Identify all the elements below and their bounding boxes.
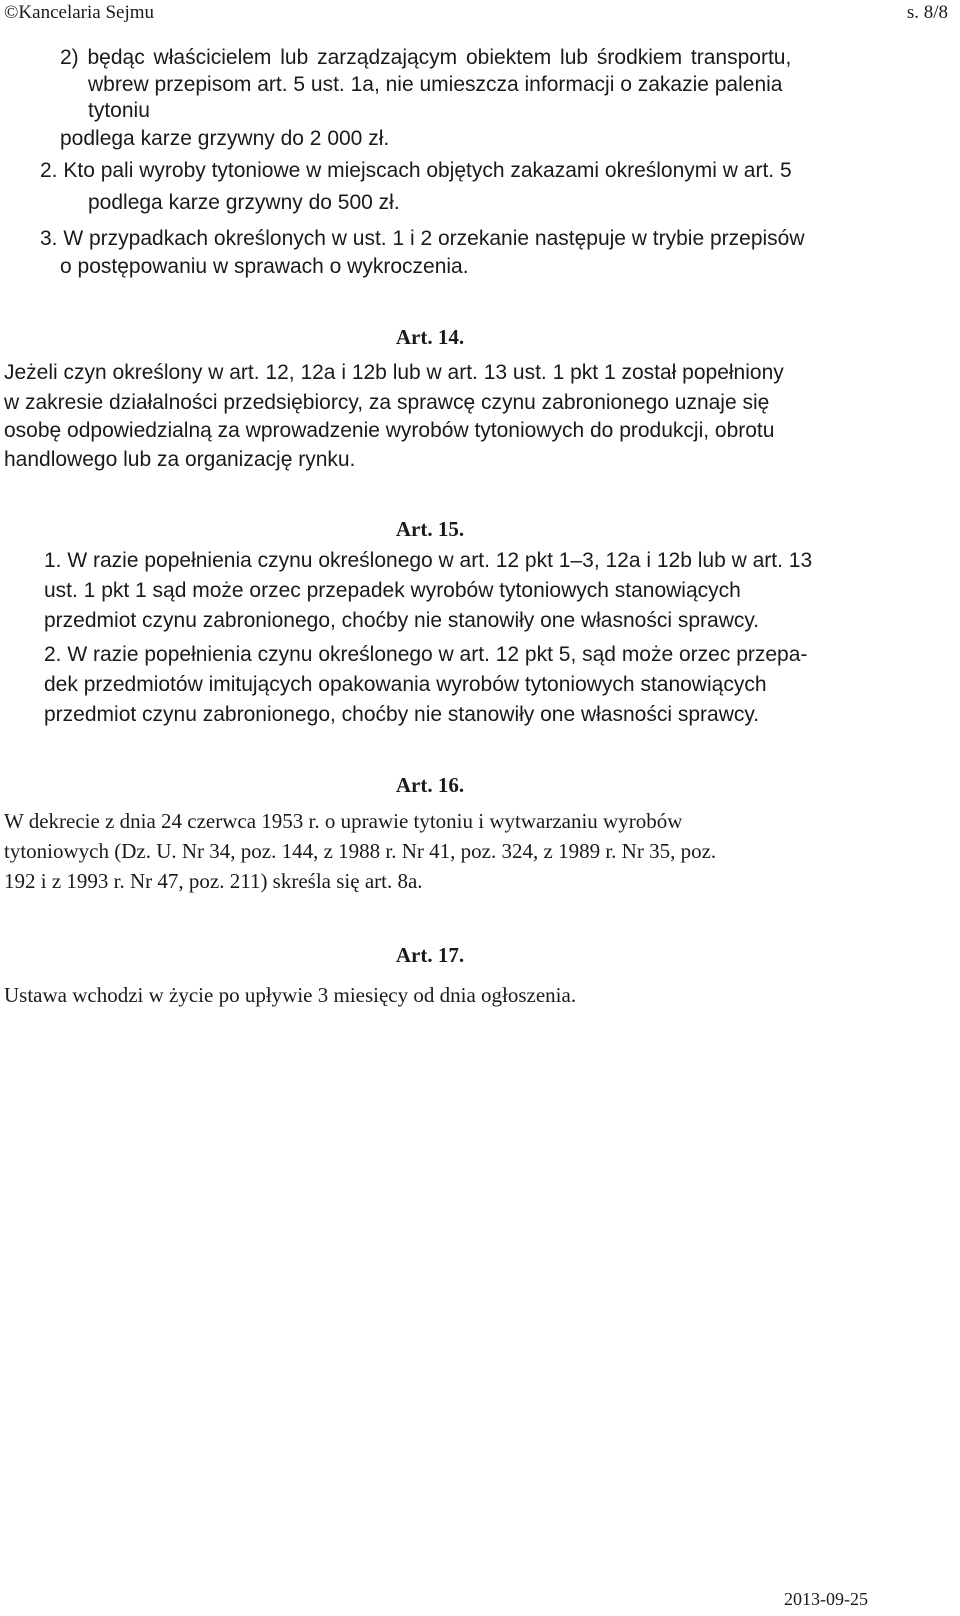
penalty-1: podlega karze grzywny do 2 000 zł. <box>60 127 390 150</box>
item-2-line-1: 2) będąc właścicielem lub zarządzającym obiektem lub środkiem transportu, <box>60 46 792 69</box>
item-2-line-3: tytoniu <box>88 99 150 122</box>
paragraph-3-line-1: 3. W przypadkach określonych w ust. 1 i 2 orzekanie następuje w trybie przepisów <box>40 227 805 250</box>
art-17-text: Ustawa wchodzi w życie po upływie 3 miesięcy od dnia ogłoszenia. <box>4 983 577 1007</box>
footer-date: 2013-09-25 <box>784 1589 868 1609</box>
paragraph-3-line-2: o postępowaniu w sprawach o wykroczenia. <box>60 255 469 278</box>
art-15-par-1-line-3: przedmiot czynu zabronionego, choćby nie stanowiły one własności sprawcy. <box>44 609 760 632</box>
art-14-heading: Art. 14. <box>395 325 465 349</box>
art-16-line-1: W dekrecie z dnia 24 czerwca 1953 r. o uprawie tytoniu i wytwarzaniu wyrobów <box>4 809 683 833</box>
art-16-line-2: tytoniowych (Dz. U. Nr 34, poz. 144, z 1988 r. Nr 41, poz. 324, z 1989 r. Nr 35, poz. <box>4 839 717 863</box>
art-14-line-2: w zakresie działalności przedsiębiorcy, za sprawcę czynu zabronionego uznaje się <box>4 391 770 414</box>
art-15-par-1-line-2: ust. 1 pkt 1 sąd może orzec przepadek wyrobów tytoniowych stanowiących <box>44 579 741 602</box>
art-17-heading: Art. 17. <box>395 943 465 967</box>
item-2-line-2: wbrew przepisom art. 5 ust. 1a, nie umieszcza informacji o zakazie palenia <box>88 73 783 96</box>
art-14-line-1: Jeżeli czyn określony w art. 12, 12a i 12b lub w art. 13 ust. 1 pkt 1 został popełniony <box>4 361 784 384</box>
art-15-heading: Art. 15. <box>395 517 465 541</box>
art-14-line-3: osobę odpowiedzialną za wprowadzenie wyrobów tytoniowych do produkcji, obrotu <box>4 419 775 442</box>
page-number: s. 8/8 <box>906 2 948 23</box>
art-16-heading: Art. 16. <box>395 773 465 797</box>
art-14-line-4: handlowego lub za organizację rynku. <box>4 448 356 471</box>
art-16-line-3: 192 i z 1993 r. Nr 47, poz. 211) skreśla się art. 8a. <box>4 869 423 893</box>
art-15-par-2-line-2: dek przedmiotów imitujących opakowania wyrobów tytoniowych stanowiących <box>44 673 767 696</box>
paragraph-2-line-2: podlega karze grzywny do 500 zł. <box>88 191 400 214</box>
header-source: ©Kancelaria Sejmu <box>4 2 155 23</box>
art-15-par-2-line-1: 2. W razie popełnienia czynu określonego w art. 12 pkt 5, sąd może orzec przepa- <box>44 643 808 666</box>
art-15-par-1-line-1: 1. W razie popełnienia czynu określonego w art. 12 pkt 1–3, 12a i 12b lub w art. 13 <box>44 549 813 572</box>
art-15-par-2-line-3: przedmiot czynu zabronionego, choćby nie stanowiły one własności sprawcy. <box>44 703 760 726</box>
paragraph-2-line-1: 2. Kto pali wyroby tytoniowe w miejscach objętych zakazami określonymi w art. 5 <box>40 159 792 182</box>
